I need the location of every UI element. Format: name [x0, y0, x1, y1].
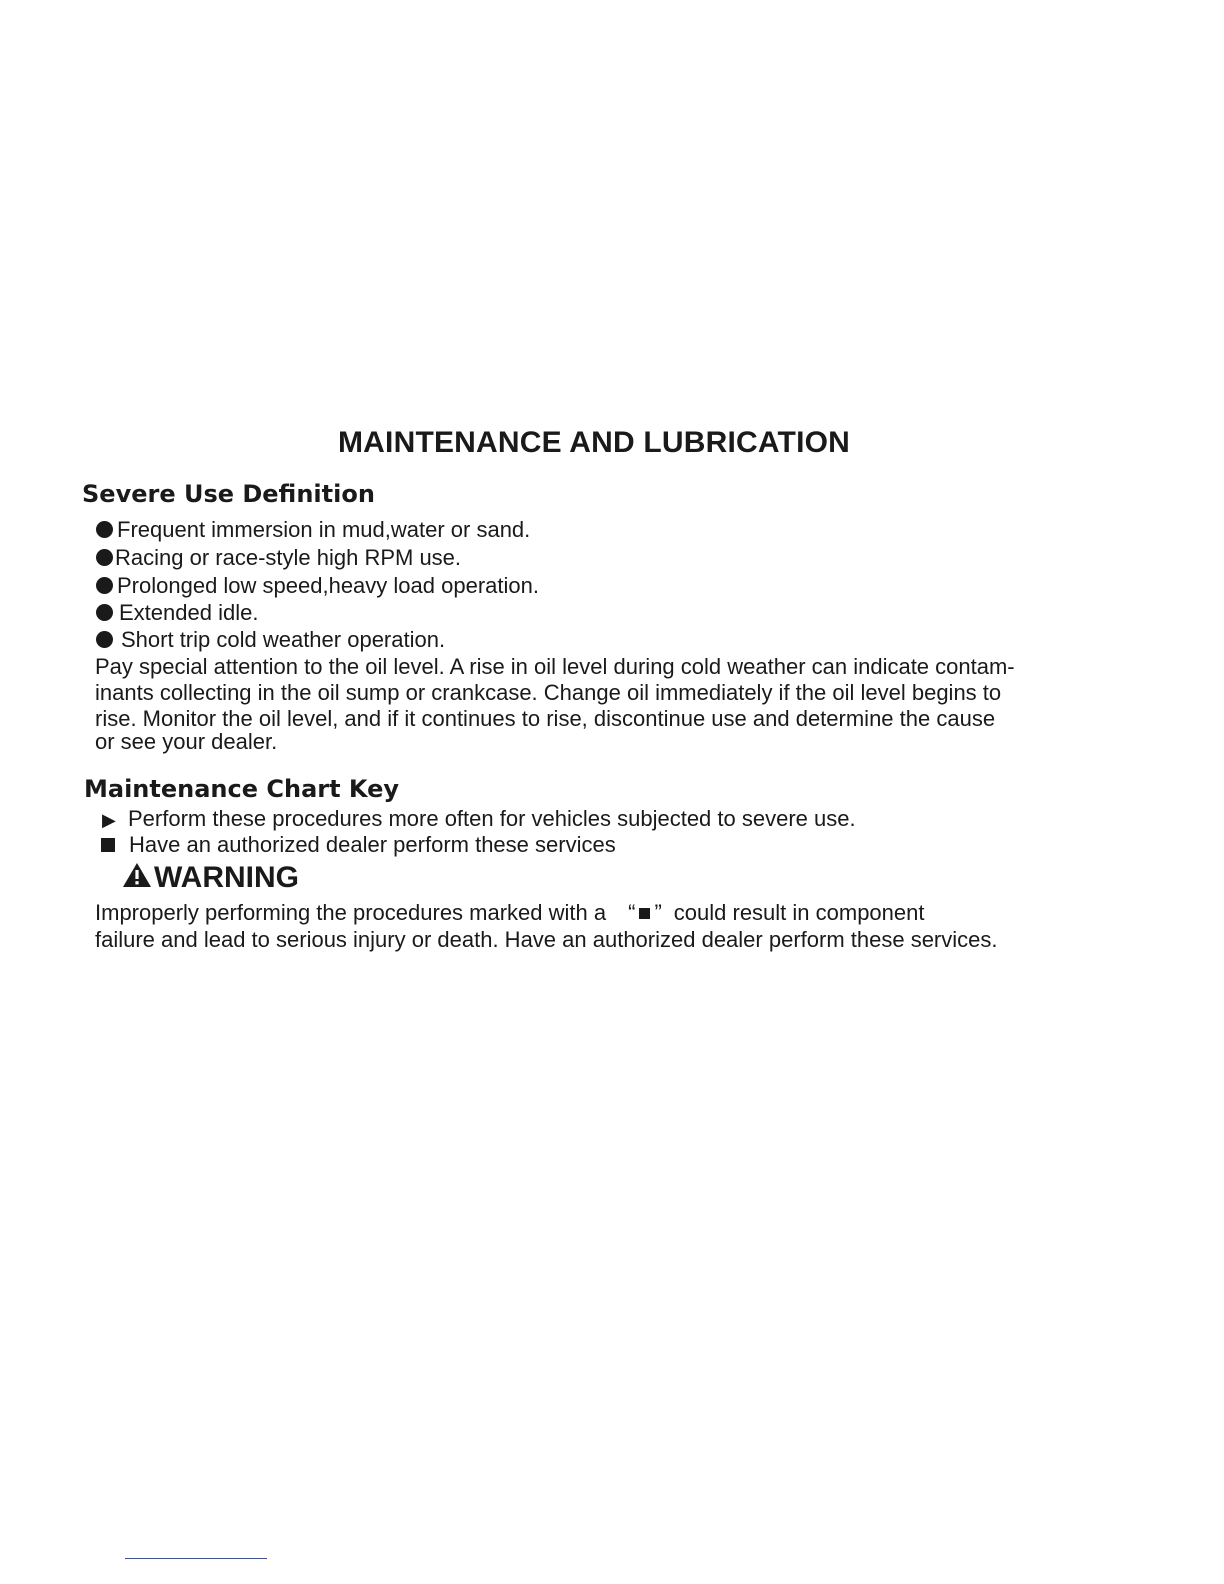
bullet-dot-icon [96, 549, 113, 566]
severe-use-bullet: Prolonged low speed,heavy load operation. [96, 573, 539, 599]
severe-use-bullet: Frequent immersion in mud,water or sand. [96, 517, 530, 543]
severe-use-bullet: Extended idle. [96, 600, 258, 626]
chart-key-heading: Maintenance Chart Key [84, 775, 400, 803]
bullet-dot-icon [96, 521, 113, 538]
warning-triangle-icon [122, 862, 152, 896]
page-title: MAINTENANCE AND LUBRICATION [337, 426, 851, 459]
warning-heading: WARNING [122, 861, 299, 896]
severe-use-heading: Severe Use Definition [82, 480, 375, 508]
severe-use-bullet: Short trip cold weather operation. [96, 627, 445, 653]
oil-level-paragraph-line: Pay special attention to the oil level. A rise in oil level during cold weather can indicate contam- [95, 654, 1015, 679]
triangle-right-icon: ▶ [102, 810, 116, 830]
severe-use-bullet: Racing or race-style high RPM use. [96, 545, 461, 571]
bullet-dot-icon [96, 577, 113, 594]
oil-level-paragraph-line: rise. Monitor the oil level, and if it continues to rise, discontinue use and determine the cause [95, 706, 996, 731]
square-icon [101, 838, 115, 852]
bullet-dot-icon [96, 604, 113, 621]
warning-text-line: Improperly performing the procedures marked with a “ ” could result in component [95, 900, 925, 925]
bullet-dot-icon [96, 631, 113, 648]
chart-key-item: ▶ Perform these procedures more often for vehicles subjected to severe use. [102, 806, 856, 831]
oil-level-paragraph-line: or see your dealer. [95, 729, 278, 754]
square-mark-icon [639, 908, 650, 919]
warning-text-line: failure and lead to serious injury or death. Have an authorized dealer perform these services. [95, 927, 998, 952]
chart-key-item: Have an authorized dealer perform these services [99, 832, 616, 858]
oil-level-paragraph-line: inants collecting in the oil sump or crankcase. Change oil immediately if the oil level begins to [95, 680, 1002, 705]
footer-rule [125, 1558, 267, 1559]
